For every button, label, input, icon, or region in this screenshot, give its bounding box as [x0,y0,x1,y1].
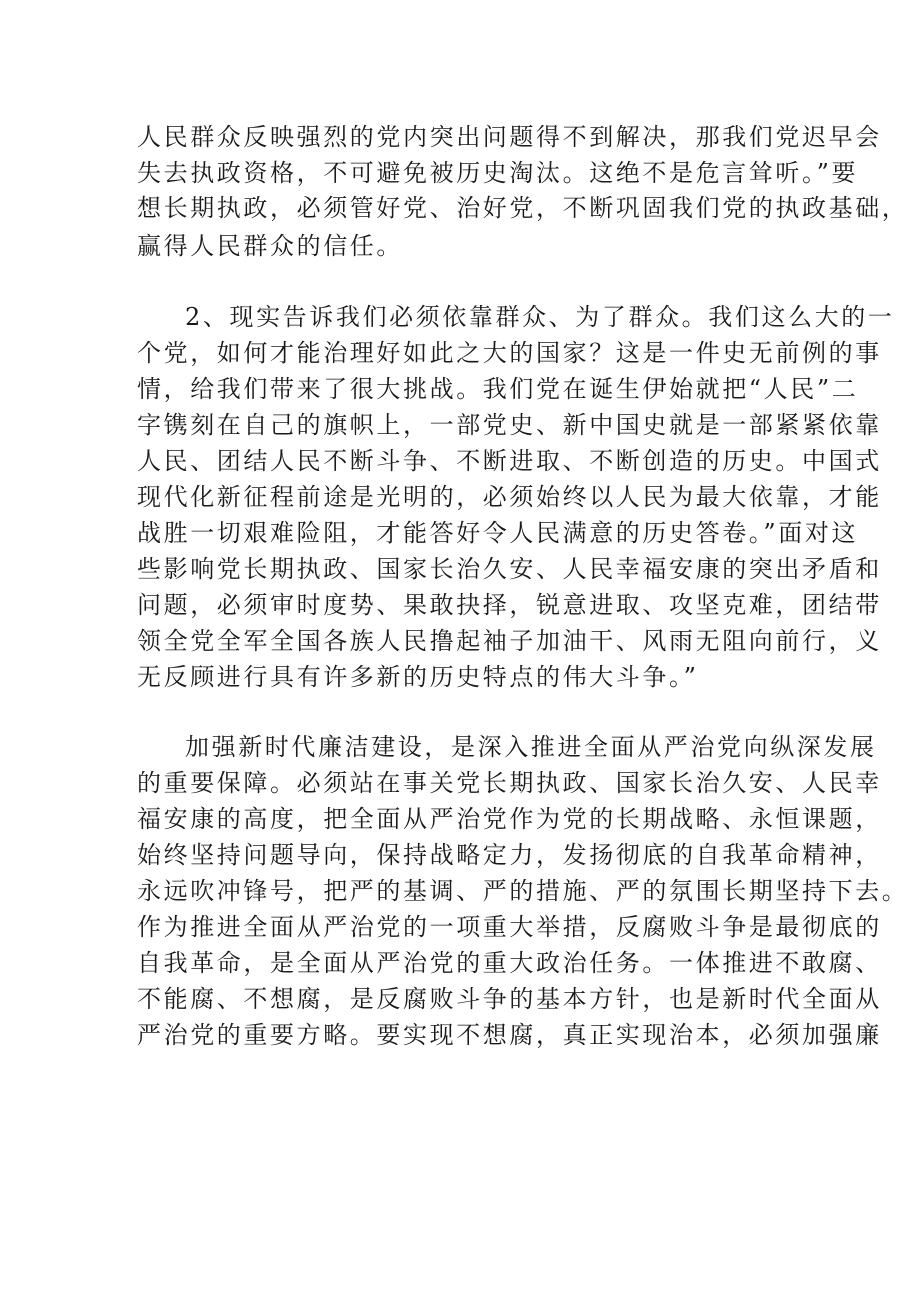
text-line: 情，给我们带来了很大挑战。我们党在诞生伊始就把“人民”二 [137,375,859,403]
paragraph-start-line: 2、现实告诉我们必须依靠群众、为了群众。我们这么大的一 [185,303,895,331]
text-line: 失去执政资格，不可避免被历史淘汰。这绝不是危言耸听。”要 [137,159,859,187]
text-line: 战胜一切艰难险阻，才能答好令人民满意的历史答卷。”面对这 [137,519,859,547]
text-line: 字镌刻在自己的旗帜上，一部党史、新中国史就是一部紧紧依靠 [137,411,882,439]
text-line: 人民、团结人民不断斗争、不断进取、不断创造的历史。中国式 [137,447,882,475]
text-line: 作为推进全面从严治党的一项重大举措，反腐败斗争是最彻底的 [137,913,882,941]
text-line: 人民群众反映强烈的党内突出问题得不到解决，那我们党迟早会 [137,123,882,151]
text-line: 现代化新征程前途是光明的，必须始终以人民为最大依靠，才能 [137,483,882,511]
text-line: 的重要保障。必须站在事关党长期执政、国家长治久安、人民幸 [137,769,882,797]
text-line: 始终坚持问题导向，保持战略定力，发扬彻底的自我革命精神， [137,841,882,869]
text-line: 个党，如何才能治理好如此之大的国家？这是一件史无前例的事 [137,339,882,367]
text-line: 福安康的高度，把全面从严治党作为党的长期战略、永恒课题， [137,805,882,833]
text-line: 自我革命，是全面从严治党的重大政治任务。一体推进不敢腐、 [137,949,882,977]
text-line: 领全党全军全国各族人民撸起袖子加油干、风雨无阻向前行，义 [137,627,882,655]
text-line: 严治党的重要方略。要实现不想腐，真正实现治本，必须加强廉 [137,1021,882,1049]
paragraph-start-line: 加强新时代廉洁建设，是深入推进全面从严治党向纵深发展 [185,733,877,761]
text-line: 问题，必须审时度势、果敢抉择，锐意进取、攻坚克难，团结带 [137,591,882,619]
text-line: 赢得人民群众的信任。 [137,232,403,260]
text-line: 永远吹冲锋号，把严的基调、严的措施、严的氛围长期坚持下去。 [137,877,909,905]
text-line: 想长期执政，必须管好党、治好党，不断巩固我们党的执政基础， [137,194,909,222]
text-line: 些影响党长期执政、国家长治久安、人民幸福安康的突出矛盾和 [137,555,882,583]
text-line: 无反顾进行具有许多新的历史特点的伟大斗争。” [137,663,699,691]
text-line: 不能腐、不想腐，是反腐败斗争的基本方针，也是新时代全面从 [137,985,882,1013]
